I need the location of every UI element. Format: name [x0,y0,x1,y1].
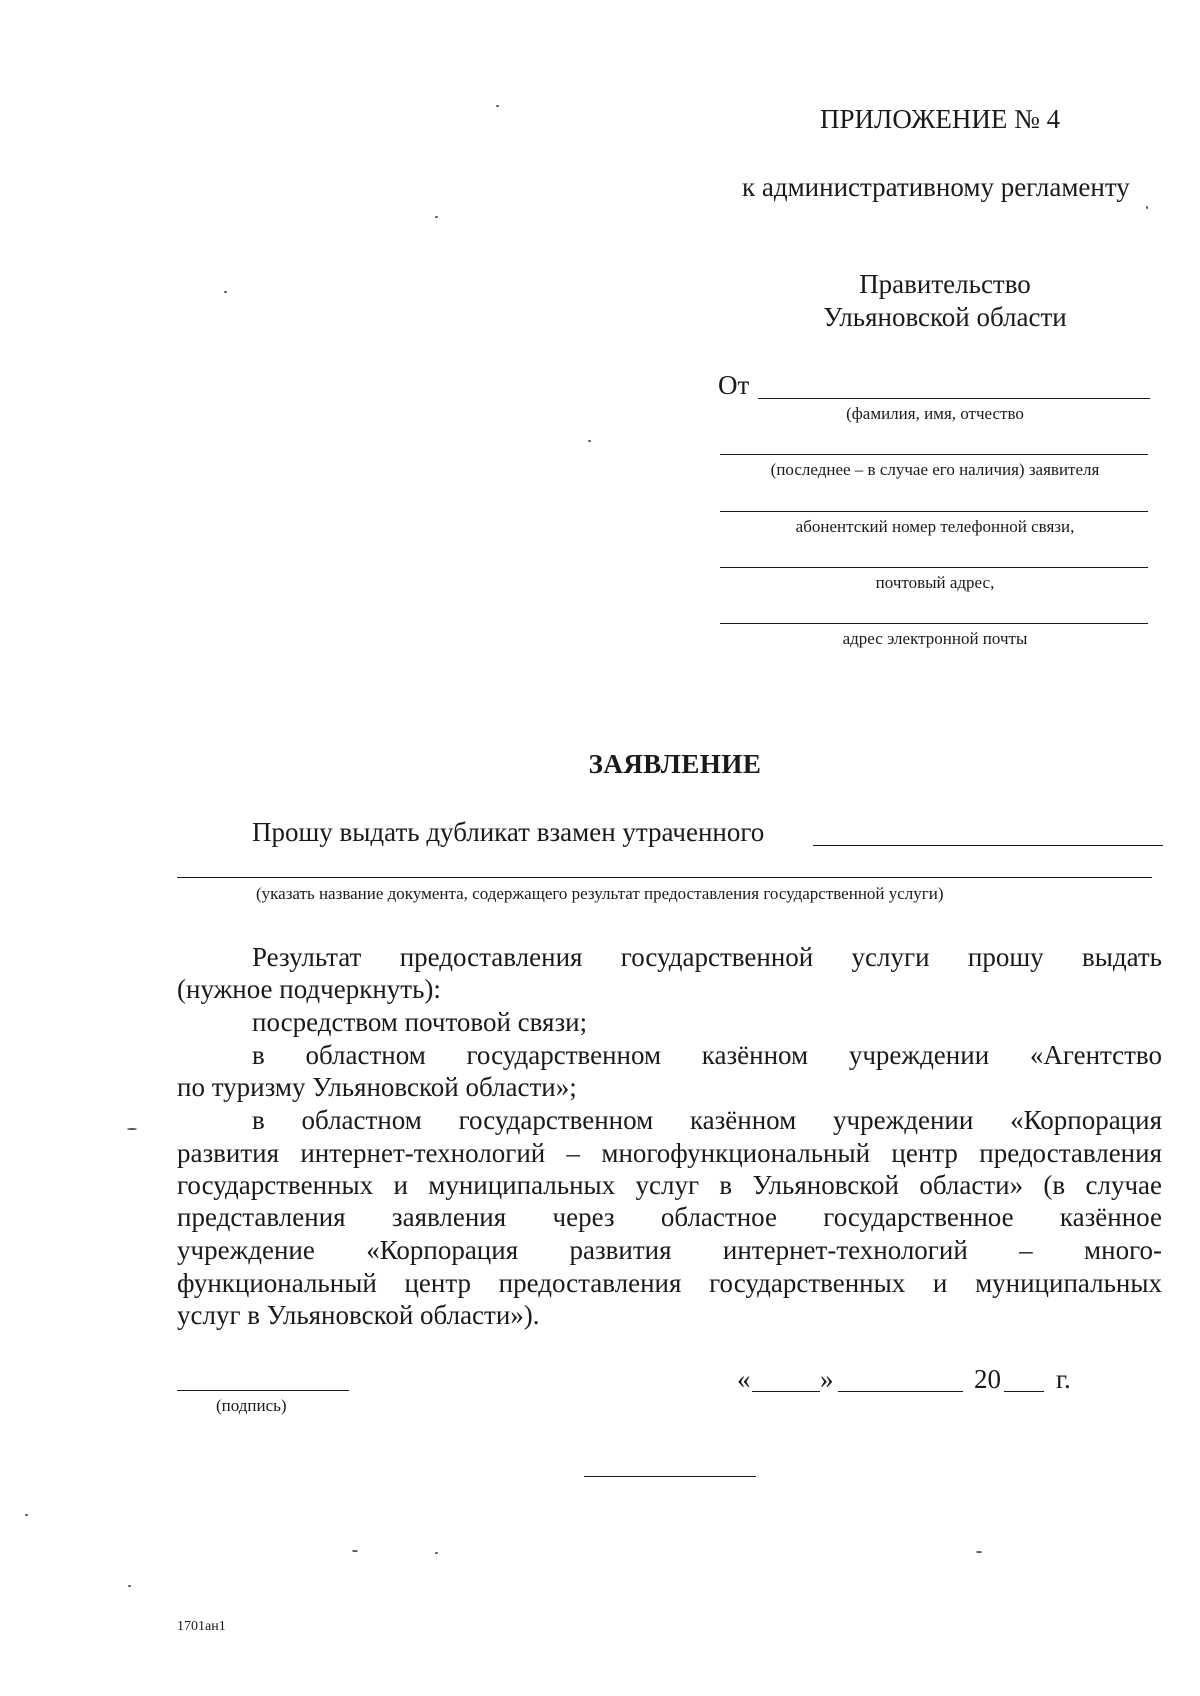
option-postal: посредством почтовой связи; [252,1007,588,1037]
document-name-line [813,845,1163,846]
caption-postal: почтовый адрес, [875,573,995,592]
date-month-line [838,1391,963,1392]
option-tourism-line1: в областном государственном казённом учреждении «Агентство [252,1040,1162,1070]
body-p1-line1: Результат предоставления государственной услуги прошу выдать [252,942,1162,972]
signature-line [177,1390,349,1391]
scan-speck [1146,206,1148,209]
option-mfc-line4: представления заявления через областное государственное казённое [177,1202,1162,1232]
scan-speck [435,1552,438,1554]
caption-patronymic: (последнее – в случае его наличия) заявителя [770,460,1100,479]
sender-name-line [758,398,1150,399]
scan-speck [25,1514,28,1516]
date-open-quote: « [737,1364,751,1394]
scan-speck [128,1585,131,1587]
scan-speck [496,105,499,107]
option-mfc-line1: в областном государственном казённом учреждении «Корпорация [252,1105,1162,1135]
option-mfc-line7: услуг в Ульяновской области»). [177,1300,540,1330]
signature-caption: (подпись) [216,1396,287,1415]
scan-speck [352,1550,358,1552]
regulation-reference: к административному регламенту [742,172,1130,202]
scan-speck [127,1128,137,1130]
date-year-prefix: 20 [974,1364,1001,1394]
recipient-line-1: Правительство [859,269,1031,299]
document-title: ЗАЯВЛЕНИЕ [588,749,762,779]
phone-line [720,511,1148,512]
request-caption: (указать название документа, содержащего результат предоставления государственной услуги) [256,884,944,903]
sender-name-line-2 [720,454,1148,455]
document-code: 1701ан1 [177,1619,226,1634]
from-label: От [718,370,750,400]
recipient-line-2: Ульяновской области [823,302,1067,332]
postal-line [720,567,1148,568]
email-line [720,623,1148,624]
option-mfc-line5: учреждение «Корпорация развития интернет-технологий – много- [177,1235,1162,1265]
document-name-line-2 [177,877,1152,878]
appendix-number: ПРИЛОЖЕНИЕ № 4 [820,104,1061,134]
option-mfc-line2: развития интернет-технологий – многофункциональный центр предоставления [177,1138,1162,1168]
option-mfc-line3: государственных и муниципальных услуг в Ульяновской области» (в случае [177,1170,1162,1200]
request-text: Прошу выдать дубликат взамен утраченного [252,817,765,847]
scan-speck [435,216,438,218]
date-close-quote: » [820,1364,834,1394]
caption-fio: (фамилия, имя, отчество [846,404,1024,423]
scan-speck [588,440,591,442]
caption-email: адрес электронной почты [842,629,1028,648]
date-year-suffix: г. [1056,1364,1071,1394]
body-p1-line2: (нужное подчеркнуть): [177,974,441,1004]
scan-speck [976,1551,982,1553]
caption-phone: абонентский номер телефонной связи, [795,517,1075,536]
option-mfc-line6: функциональный центр предоставления государственных и муниципальных [177,1268,1162,1298]
option-tourism-line2: по туризму Ульяновской области»; [177,1072,577,1102]
scan-speck [224,291,227,293]
date-year-line [1004,1391,1044,1392]
date-day-line [752,1391,820,1392]
end-separator [584,1476,756,1477]
